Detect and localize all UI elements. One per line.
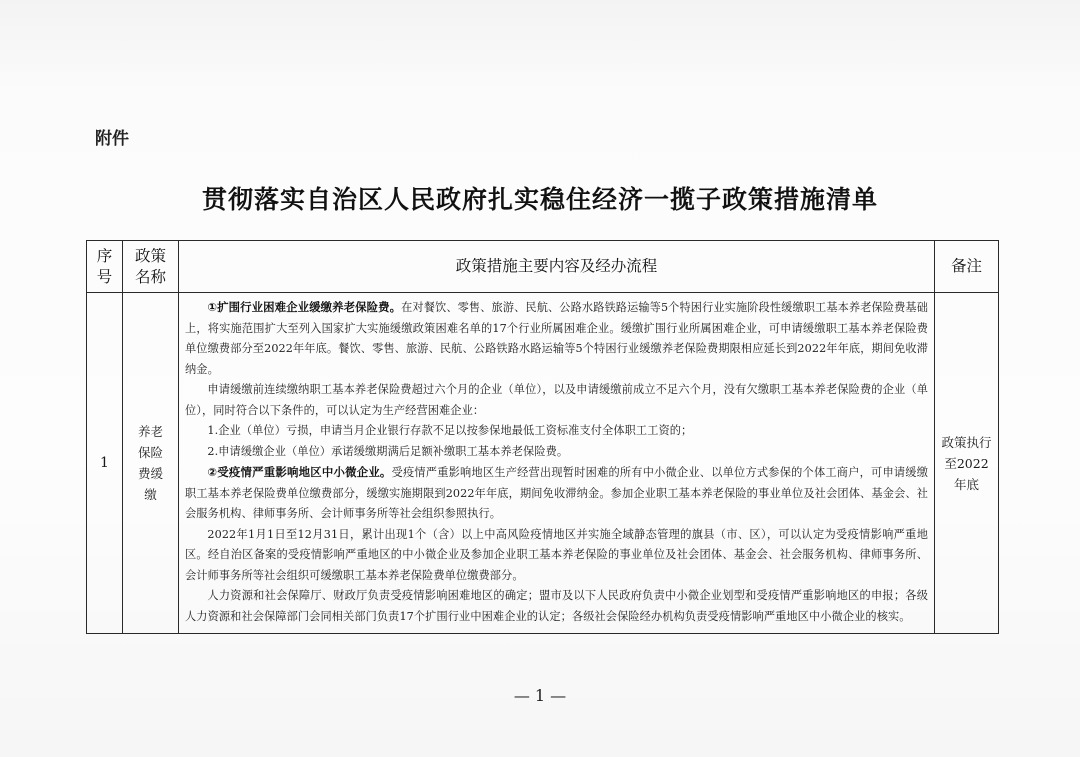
header-content: 政策措施主要内容及经办流程 [179,241,935,293]
header-policy-name [123,241,179,293]
content-paragraph-6: 2022年1月1日至12月31日，累计出现1个（含）以上中高风险疫情地区并实施全域静态管理的旗县（市、区），可以认定为受疫情影响严重地区。经自治区备案的受疫情影响严重地区的中小微企业及参加企业职工基本养老保险的事业单位及社会团体、基金会、社会服务机构、律师事务所、会计师事务所等社会组织可缓缴职工基本养老保险费单位缴费部分。 [185,527,928,582]
content-paragraph-3: 1.企业（单位）亏损，申请当月企业银行存款不足以按参保地最低工资标准支付全体职工工资的； [207,424,693,437]
content-paragraph-7: 人力资源和社会保障厅、财政厅负责受疫情影响困难地区的确定；盟市及以下人民政府负责中小微企业划型和受疫情严重影响地区的申报；各级人力资源和社会保障部门会同相关部门负责17个扩围行业中困难企业的认定；各级社会保险经办机构负责受疫情影响严重地区中小微企业的核实。 [185,589,928,623]
content-paragraph-1 [185,297,928,380]
row-policy-name-text: 养老保险费缓缴 [137,424,163,502]
row-note-text: 政策执行至2022年底 [941,434,992,492]
policy-table [86,240,999,634]
content-paragraph-5 [185,462,928,525]
content-paragraph-4: 2.申请缓缴企业（单位）承诺缓缴期满后足额补缴职工基本养老保险费。 [207,444,569,458]
page-number: — 1 — [513,686,567,705]
content-body-1: 在对餐饮、零售、旅游、民航、公路水路铁路运输等5个特困行业实施阶段性缓缴职工基本养老保险费基础上，将实施范围扩大至列入国家扩大实施缓缴政策困难名单的17个行业所属困难企业。缓缴扩围行业所属困难企业，可申请缓缴职工基本养老保险费单位缴费部分至2022年年底。餐饮、零售、旅游、民航、公路铁路水路运输等5个特困行业缓缴养老保险费期限相应延长到2022年年底，期间免收滞纳金。 [185,301,928,376]
row-policy-name [123,293,179,634]
content-paragraph-2: 申请缓缴前连续缴纳职工基本养老保险费超过六个月的企业（单位），以及申请缓缴前成立不足六个月，没有欠缴职工基本养老保险费的企业（单位），同时符合以下条件的，可以认定为生产经营困难企业： [185,383,928,417]
table-header-row [87,241,999,293]
row-note [935,293,999,634]
table-row [87,293,999,634]
attachment-label: 附件 [95,129,129,149]
row-content [179,293,935,634]
document-title: 贯彻落实自治区人民政府扎实稳住经济一揽子政策措施清单 [201,185,878,214]
header-note: 备注 [935,241,999,293]
content-heading-2: ②受疫情严重影响地区中小微企业。 [207,465,392,479]
content-heading-1: ①扩围行业困难企业缓缴养老保险费。 [207,300,402,314]
row-seq: 1 [87,293,123,634]
header-seq-label: 序号 [96,246,113,286]
header-policy-name-label: 政策名称 [134,246,166,286]
header-seq [87,241,123,293]
content-body-5: 受疫情严重影响地区生产经营出现暂时困难的所有中小微企业、以单位方式参保的个体工商户，可申请缓缴职工基本养老保险费单位缴费部分，缓缴实施期限到2022年年底，期间免收滞纳金。参加企业职工基本养老保险的事业单位及社会团体、基金会、社会服务机构、律师事务所、会计师事务所等社会组织参照执行。 [185,466,929,520]
